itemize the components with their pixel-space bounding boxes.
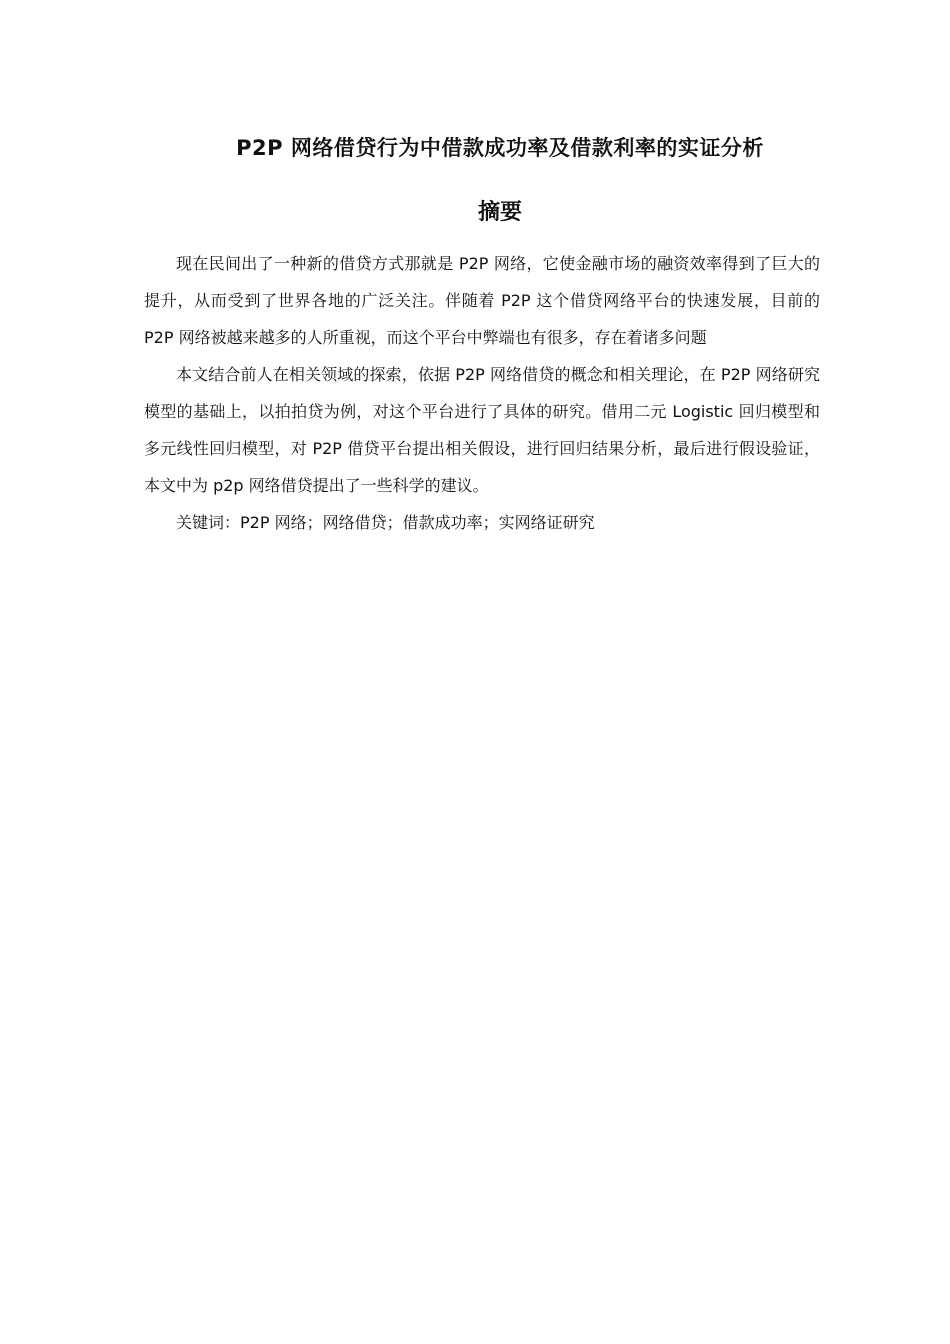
paper-title: P2P 网络借贷行为中借款成功率及借款利率的实证分析 <box>236 136 764 160</box>
keywords-label: 关键词： <box>176 513 241 532</box>
abstract-heading: 摘要 <box>477 200 522 225</box>
keywords-text: P2P 网络；网络借贷；借款成功率；实网络证研究 <box>240 513 595 532</box>
abstract-paragraph-1: 现在民间出了一种新的借贷方式那就是 P2P 网络，它使金融市场的融资效率得到了巨大的提升，从而受到了世界各地的广泛关注。伴随着 P2P 这个借贷网络平台的快速发展，目前的 P2P 网络被越来越多的人所重视，而这个平台中弊端也有很多，存在着诸多问题 <box>144 254 820 347</box>
abstract-paragraph-2: 本文结合前人在相关领域的探索，依据 P2P 网络借贷的概念和相关理论，在 P2P 网络研究模型的基础上，以拍拍贷为例，对这个平台进行了具体的研究。借用二元 Logistic 回归模型和多元线性回归模型，对 P2P 借贷平台提出相关假设，进行回归结果分析，最后进行假设验证，本文中为 p2p 网络借贷提出了一些科学的建议。 <box>144 365 820 495</box>
abstract-body <box>144 245 820 541</box>
keywords-line <box>144 504 820 541</box>
